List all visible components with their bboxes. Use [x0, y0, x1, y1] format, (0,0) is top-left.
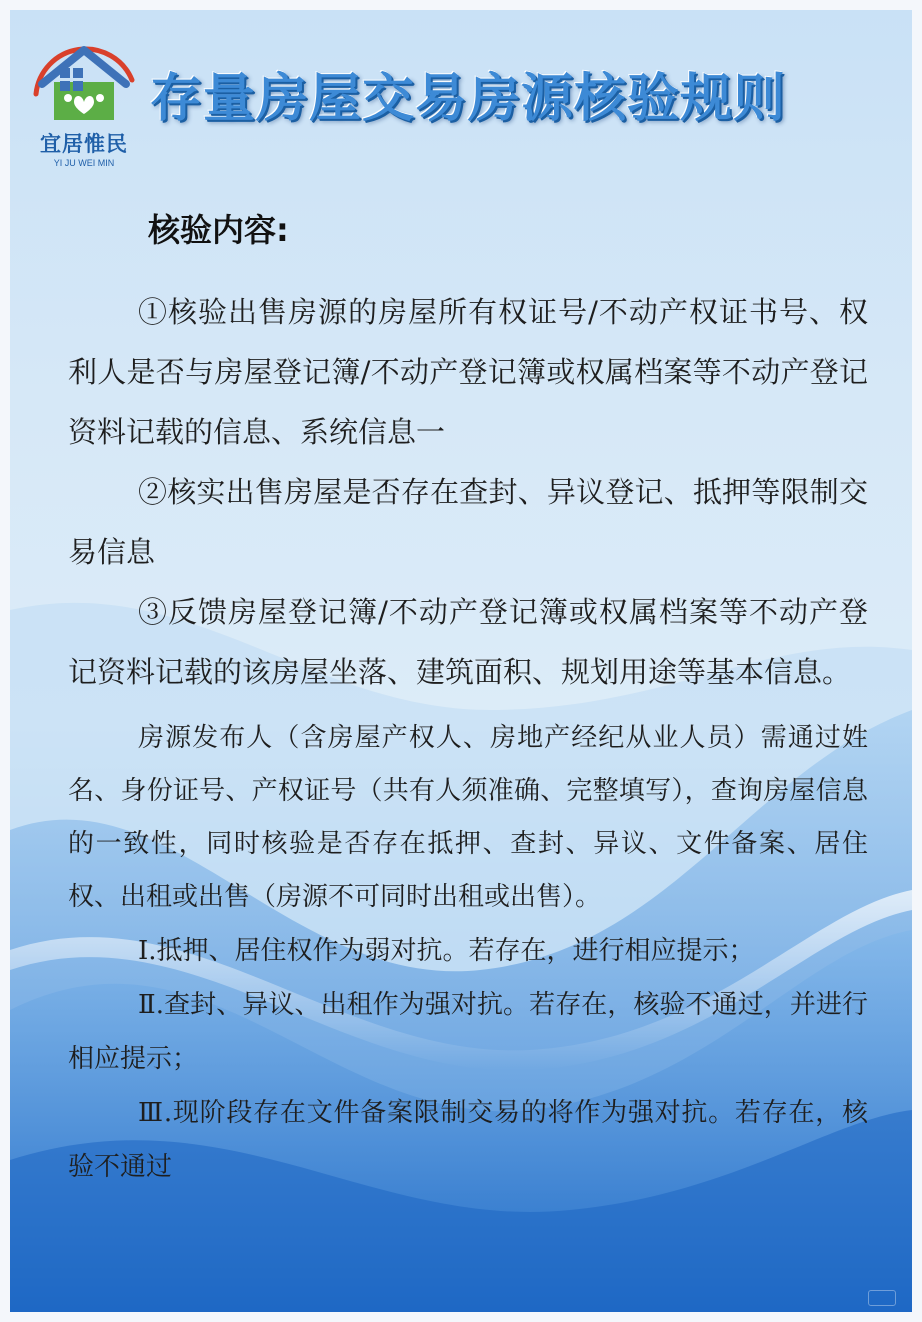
logo-name-en: YI JU WEI MIN [53, 158, 115, 168]
watermark-badge [868, 1290, 896, 1306]
point-item-1: ①核验出售房源的房屋所有权证号/不动产权证书号、权利人是否与房屋登记簿/不动产登记簿或权属档案等不动产登记资料记载的信息、系统信息一 [68, 295, 868, 449]
house-logo-icon [24, 24, 144, 128]
point-item-2: ②核实出售房屋是否存在查封、异议登记、抵押等限制交易信息 [68, 475, 868, 569]
section-heading: 核验内容: [148, 211, 289, 249]
logo-name-cn: 宜居惟民 [40, 131, 128, 156]
point-item-3: ③反馈房屋登记簿/不动产登记簿或权属档案等不动产登记资料记载的该房屋坐落、建筑面积、规划用途等基本信息。 [68, 595, 868, 689]
rule-item-2: Ⅱ.查封、异议、出租作为强对抗。若存在，核验不通过，并进行相应提示； [68, 990, 868, 1074]
rule-item-1: Ⅰ.抵押、居住权作为弱对抗。若存在，进行相应提示； [138, 936, 755, 966]
page-title: 存量房屋交易房源核验规则 [150, 69, 787, 129]
content [68, 200, 868, 1194]
description-paragraph: 房源发布人（含房屋产权人、房地产经纪从业人员）需通过姓名、身份证号、产权证号（共有人须准确、完整填写），查询房屋信息的一致性，同时核验是否存在抵押、查封、异议、文件备案、居住权、出租或出售（房源不可同时出租或出售）。 [68, 723, 868, 912]
logo [24, 24, 144, 174]
poster [10, 10, 912, 1312]
rule-item-3: Ⅲ.现阶段存在文件备案限制交易的将作为强对抗。若存在，核验不通过 [68, 1098, 868, 1182]
header [10, 10, 912, 180]
